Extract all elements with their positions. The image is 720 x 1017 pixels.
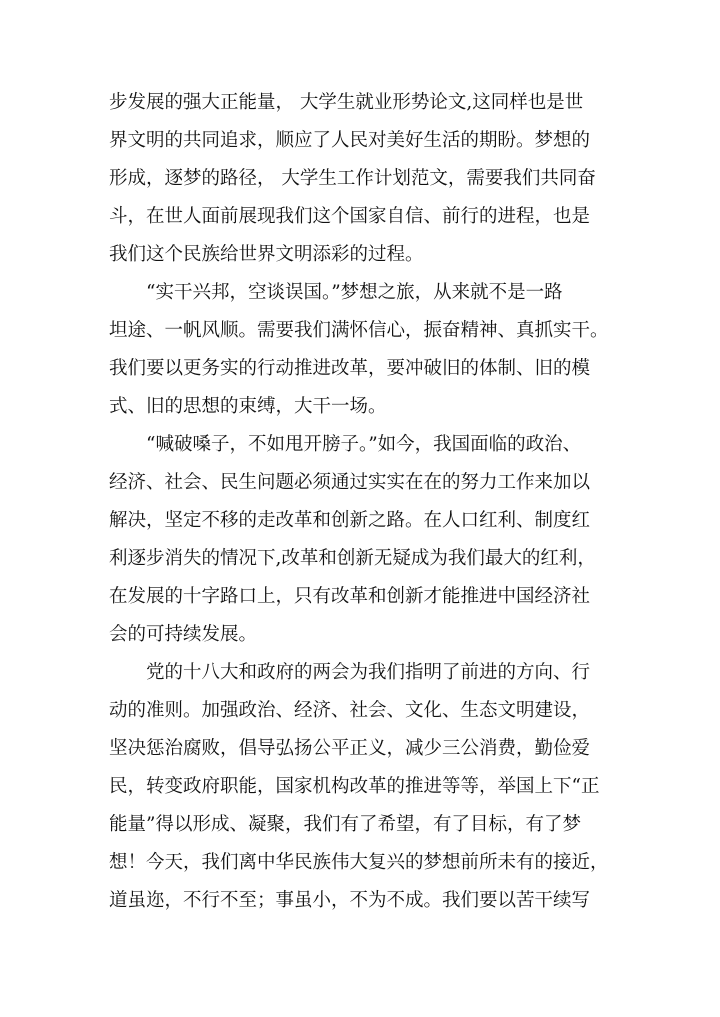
text-line: 会的可持续发展。 xyxy=(109,624,258,645)
text-line: 道虽迩，不行不至；事虽小，不为不成。我们要以苦干续写 xyxy=(109,890,591,911)
text-line: 在发展的十字路口上，只有改革和创新才能推进中国经济社 xyxy=(109,586,591,607)
text-line: 解决，坚定不移的走改革和创新之路。在人口红利、制度红 xyxy=(109,510,591,531)
text-line: 坦途、一帆风顺。需要我们满怀信心，振奋精神、真抓实干。 xyxy=(109,320,609,341)
text-line: 能量”得以形成、凝聚，我们有了希望，有了目标，有了梦 xyxy=(109,814,581,835)
text-line: 我们要以更务实的行动推进改革，要冲破旧的体制、旧的模 xyxy=(109,358,591,379)
text-line: 我们这个民族给世界文明添彩的过程。 xyxy=(109,244,424,265)
text-line: 坚决惩治腐败，倡导弘扬公平正义，减少三公消费，勤俭爱 xyxy=(109,738,591,759)
text-line: 式、旧的思想的束缚，大干一场。 xyxy=(109,396,387,417)
text-line: 界文明的共同追求，顺应了人民对美好生活的期盼。梦想的 xyxy=(109,130,591,151)
text-line: 动的准则。加强政治、经济、社会、文化、生态文明建设， xyxy=(109,700,591,721)
text-line: “实干兴邦，空谈误国。”梦想之旅，从来就不是一路 xyxy=(109,282,563,303)
text-line: “喊破嗓子，不如甩开膀子。”如今，我国面临的政治、 xyxy=(109,434,582,455)
text-line: 经济、社会、民生问题必须通过实实在在的努力工作来加以 xyxy=(109,472,591,493)
text-line: 党的十八大和政府的两会为我们指明了前进的方向、行 xyxy=(109,662,591,683)
text-line: 斗，在世人面前展现我们这个国家自信、前行的进程，也是 xyxy=(109,206,591,227)
text-line: 民，转变政府职能，国家机构改革的推进等等，举国上下“正 xyxy=(109,776,600,797)
text-line: 利逐步消失的情况下,改革和创新无疑成为我们最大的红利， xyxy=(109,548,596,569)
body-text xyxy=(109,84,609,920)
text-line: 步发展的强大正能量， 大学生就业形势论文,这同样也是世 xyxy=(109,92,584,113)
text-line: 形成，逐梦的路径， 大学生工作计划范文，需要我们共同奋 xyxy=(109,168,596,189)
text-line: 想！今天，我们离中华民族伟大复兴的梦想前所未有的接近， xyxy=(109,852,609,873)
